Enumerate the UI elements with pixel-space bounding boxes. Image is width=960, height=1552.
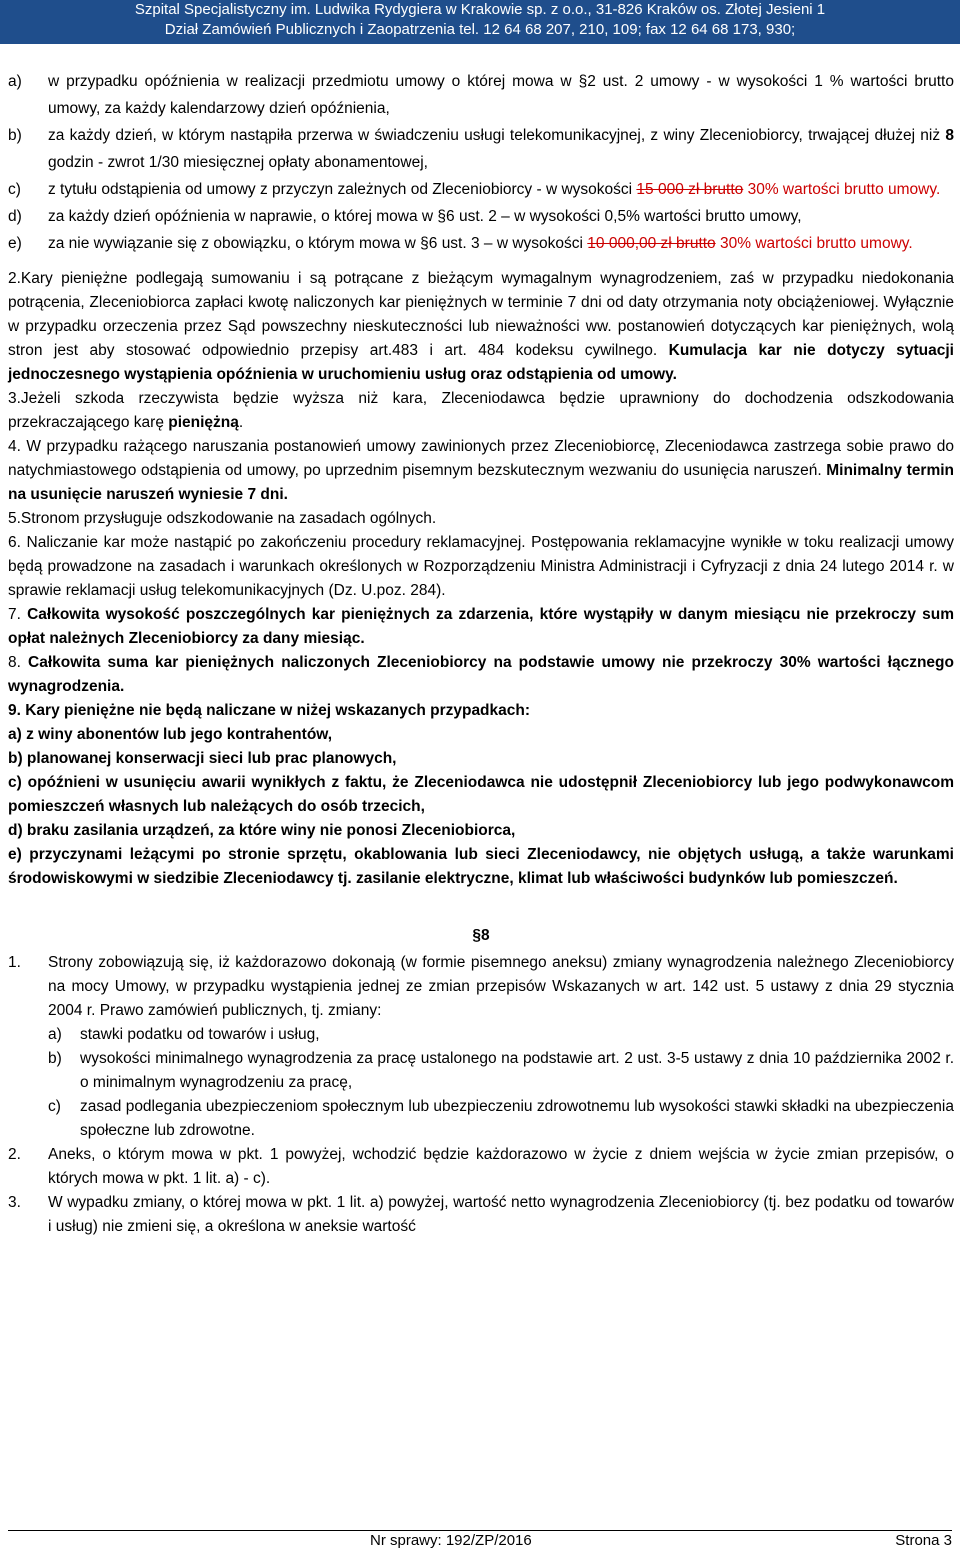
text-run: 7. [8, 606, 21, 623]
list-label: e) [8, 235, 22, 252]
header-line-2: Dział Zamówień Publicznych i Zaopatrzenia tel. 12 64 68 207, 210, 109; fax 12 64 68 173, 930; [164, 21, 796, 38]
list-text [48, 230, 954, 257]
item-label: b) [48, 1050, 62, 1067]
paragraph-5: 5.Stronom przysługuje odszkodowanie na zasadach ogólnych. [8, 510, 437, 527]
list-item-d [8, 203, 954, 230]
case-number: Nr sprawy: 192/ZP/2016 [370, 1532, 532, 1549]
struck-text: 15 000 zł brutto [636, 181, 744, 198]
section-subitem-b [48, 1047, 954, 1095]
section-item-3 [8, 1191, 954, 1239]
inserted-text: 30% wartości brutto umowy. [747, 181, 941, 198]
item-label: a) [48, 1026, 62, 1043]
paragraph-2 [8, 267, 954, 387]
list-text [48, 122, 954, 176]
bold-run: a) z winy abonentów lub jego kontrahentów, [8, 726, 333, 743]
bold-run: Całkowita wysokość poszczególnych kar pieniężnych za zdarzenia, które wystąpiły w danym miesiącu nie przekroczy sum opłat należnych Zleceniobiorcy za dany miesiąc. [8, 606, 954, 647]
list-item-b [8, 122, 954, 176]
bold-run: pieniężną [168, 414, 239, 431]
paragraph-9e [8, 843, 954, 891]
paragraph-9 [8, 699, 954, 723]
text-run: 8. [8, 654, 21, 671]
document-body [8, 68, 954, 1239]
item-number: 3. [8, 1194, 21, 1211]
bold-run: c) opóźnieni w usunięciu awarii wynikłych z faktu, że Zleceniodawca nie udostępnił Zleceniobiorcy lub jego podwykonawcom pomieszczeń własnych lub należących do osób trzecich, [8, 774, 954, 815]
text-run: 2.Kary pieniężne podlegają sumowaniu i są potrącane z bieżącym wymagalnym wynagrodzeniem, zaś w przypadku niedokonania potrącenia, Zleceniobiorca zapłaci kwotę naliczonych kar pieniężnych w terminie 7 dni od daty otrzymania noty obciążeniowej. Wyłącznie w przypadku orzeczenia przez Sąd powszechny nieskuteczności lub nieważności ww. postanowień dotyczących kar pieniężnych, wolą stron jest aby stosować odpowiednio przepisy art.483 i art. 484 kodeksu cywilnego. [8, 270, 954, 359]
section-subitem-c [48, 1095, 954, 1143]
item-text: wysokości minimalnego wynagrodzenia za pracę ustalonego na podstawie art. 2 ust. 3-5 ustawy z dnia 10 października 2002 r. o minimalnym wynagrodzeniu za pracę, [80, 1050, 954, 1091]
item-text: stawki podatku od towarów i usług, [80, 1026, 320, 1043]
list-label: a) [8, 73, 22, 90]
text-run: za każdy dzień, w którym nastąpiła przerwa w świadczeniu usługi telekomunikacyjnej, z winy Zleceniobiorcy, trwającej dłużej niż [48, 127, 941, 144]
struck-text: 10 000,00 zł brutto [587, 235, 716, 252]
bold-run: b) planowanej konserwacji sieci lub prac planowych, [8, 750, 397, 767]
bold-run: Całkowita suma kar pieniężnych naliczonych Zleceniobiorcy na podstawie umowy nie przekroczy 30% wartości łącznego wynagrodzenia. [8, 654, 954, 695]
inserted-text: 30% wartości brutto umowy. [720, 235, 913, 252]
item-label: c) [48, 1098, 61, 1115]
item-number: 2. [8, 1146, 21, 1163]
list-text [48, 176, 954, 203]
paragraph-7 [8, 603, 954, 651]
text-run: z tytułu odstąpienia od umowy z przyczyn zależnych od Zleceniobiorcy - w wysokości [48, 181, 633, 198]
text-run: 3.Jeżeli szkoda rzeczywista będzie wyższa niż kara, Zleceniodawca będzie uprawniony do dochodzenia odszkodowania przekraczającego karę [8, 390, 954, 431]
list-text: za każdy dzień opóźnienia w naprawie, o której mowa w §6 ust. 2 – w wysokości 0,5% wartości brutto umowy, [48, 208, 802, 225]
header-line-1: Szpital Specjalistyczny im. Ludwika Rydygiera w Krakowie sp. z o.o., 31-826 Kraków os. Złotej Jesieni 1 [134, 1, 826, 18]
paragraph-9a [8, 723, 954, 747]
paragraph-9c [8, 771, 954, 819]
page-footer [0, 1530, 960, 1552]
text-run: . [238, 414, 244, 431]
footer-divider [8, 1530, 952, 1531]
text-run: za nie wywiązanie się z obowiązku, o którym mowa w §6 ust. 3 – w wysokości [48, 235, 583, 252]
list-item-e [8, 230, 954, 257]
paragraph-9d [8, 819, 954, 843]
bold-run: 8 [945, 127, 954, 144]
paragraph-3 [8, 387, 954, 435]
item-text: Strony zobowiązują się, iż każdorazowo dokonają (w formie pisemnego aneksu) zmiany wynagrodzenia należnego Zleceniobiorcy na mocy Umowy, w przypadku wystąpienia jednej ze zmian przepisów Wskazanych w art. 142 ust. 5 ustawy z dnia 29 stycznia 2004 r. Prawo zamówień publicznych, tj. zmiany: [48, 954, 954, 1019]
item-text: W wypadku zmiany, o której mowa w pkt. 1 lit. a) powyżej, wartość netto wynagrodzenia Zleceniobiorcy (tj. bez podatku od towarów i usług) nie zmieni się, a określona w aneksie wartość [48, 1194, 954, 1235]
text-run: 4. W przypadku rażącego naruszania postanowień umowy zawinionych przez Zleceniobiorcę, Zleceniodawca zastrzega sobie prawo do natychmiastowego odstąpienia od umowy, po uprzednim pisemnym bezskutecznym wezwaniu do usunięcia naruszeń. [8, 438, 954, 479]
section-title: §8 [472, 927, 490, 944]
page-header [0, 0, 960, 44]
section-subitem-a [48, 1023, 954, 1047]
paragraph-6: 6. Naliczanie kar może nastąpić po zakończeniu procedury reklamacyjnej. Postępowania reklamacyjne wynikłe w toku realizacji umowy będą prowadzone na zasadach i warunkach określonych w Rozporządzeniu Ministra Administracji i Cyfryzacji z dnia 24 lutego 2014 r. w sprawie reklamacji usług telekomunikacyjnych (Dz. U.poz. 284). [8, 534, 954, 599]
bold-run: d) braku zasilania urządzeń, za które winy nie ponosi Zleceniobiorca, [8, 822, 516, 839]
section-item-1 [8, 951, 954, 1023]
list-text: w przypadku opóźnienia w realizacji przedmiotu umowy o której mowa w §2 ust. 2 umowy - w wysokości 1 % wartości brutto umowy, za każdy kalendarzowy dzień opóźnienia, [48, 73, 954, 117]
section-item-2 [8, 1143, 954, 1191]
paragraph-4 [8, 435, 954, 507]
list-item-c [8, 176, 954, 203]
item-number: 1. [8, 954, 21, 971]
text-run: godzin - zwrot 1/30 miesięcznej opłaty abonamentowej, [48, 154, 428, 171]
bold-run: e) przyczynami leżącymi po stronie sprzętu, okablowania lub sieci Zleceniodawcy, nie objętych usługą, a także warunkami środowiskowymi w siedzibie Zleceniodawcy tj. zasilanie elektryczne, klimat lub właściwości budynków lub pomieszczeń. [8, 846, 954, 887]
item-text: Aneks, o którym mowa w pkt. 1 powyżej, wchodzić będzie każdorazowo w życie z dniem wejścia w życie zmian przepisów, o których mowa w pkt. 1 lit. a) - c). [48, 1146, 954, 1187]
bold-run: Kumulacja kar nie dotyczy sytuacji jednoczesnego wystąpienia opóźnienia w uruchomieniu usług oraz odstąpienia od umowy. [8, 342, 954, 383]
bold-run: Minimalny termin na usunięcie naruszeń wyniesie 7 dni. [8, 462, 955, 503]
bold-run: 9. Kary pieniężne nie będą naliczane w niżej wskazanych przypadkach: [8, 702, 531, 719]
paragraph-8 [8, 651, 954, 699]
list-label: c) [8, 181, 21, 198]
item-text: zasad podlegania ubezpieczeniom społecznym lub ubezpieczeniu zdrowotnemu lub wysokości stawki składki na ubezpieczenia społeczne lub zdrowotne. [80, 1098, 954, 1139]
paragraph-9b [8, 747, 954, 771]
list-label: d) [8, 208, 22, 225]
list-item-a [8, 68, 954, 122]
page-number: Strona 3 [895, 1532, 952, 1549]
list-label: b) [8, 127, 22, 144]
